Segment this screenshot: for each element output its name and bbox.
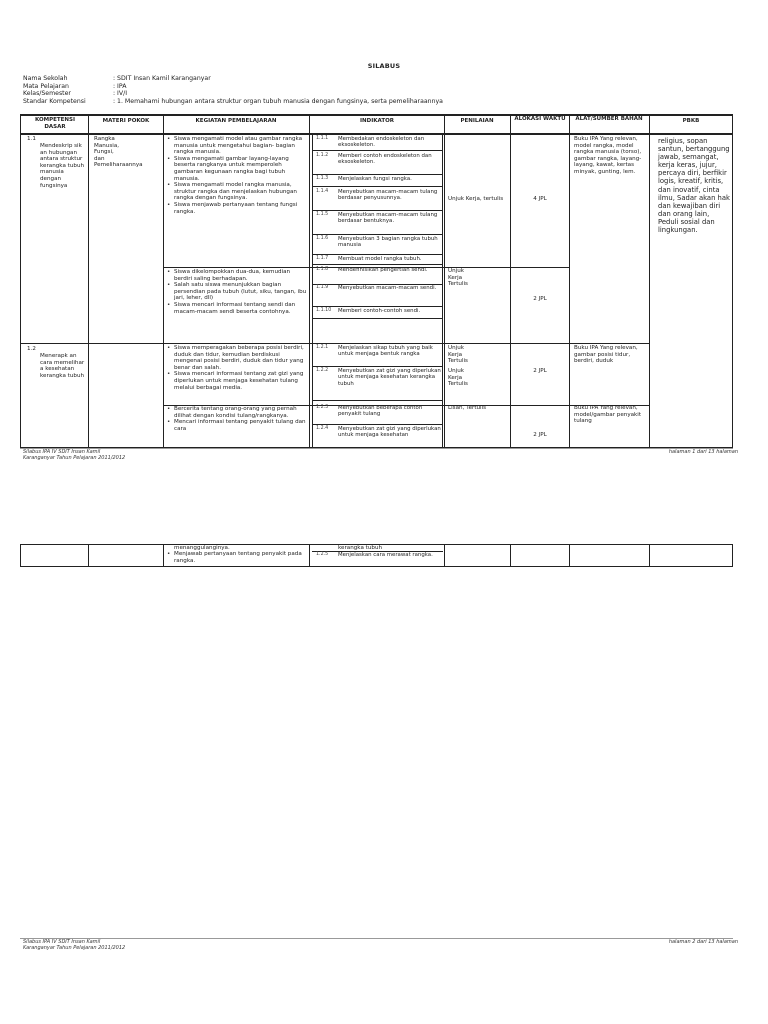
pbkb-text: religius, sopan santun, bertanggung jawab, semangat, kerja keras, jujur, percaya diri, berfikir logis, kreatif, kritis, dan inovatif, cinta ilmu, Sadar akan hak dan kewajiban diri dan orang lain, Peduli sosial dan lingkungan. [658,137,730,235]
meta-label: Kelas/Semester [23,90,71,98]
indikator-text: Menyebutkan zat gizi yang diperlukan untuk menjaga kesehatan [338,426,441,439]
header-alokasi-waktu: ALOKASI WAKTU [514,116,566,122]
materi-line: Rangka [94,136,115,142]
header-penilaian: PENILAIAN [460,118,494,124]
meta-label: Standar Kompetensi [23,98,86,106]
alat-sumber: Buku IPA Yang relevan, model/gambar penyakit tulang [574,405,642,425]
penilaian: Unjuk Kerja Tertulis [448,368,468,388]
indikator-text: Membuat model rangka tubuh. [338,256,422,262]
indikator-text: Menyebutkan macam-macam sendi. [338,285,437,291]
indikator-continued: kerangka tubuh [338,545,383,551]
indikator-number: 1.2.2 [316,368,329,373]
kegiatan-list [165,136,308,215]
footer-line: Silabus IPA IV SDIT Insan Kamil [23,449,101,455]
alat-sumber: Buku IPA Yang relevan, model rangka, model rangka manusia (torso), gambar rangka, layang-layang, kawat, kertas minyak, gunting, lem. [574,136,642,175]
indikator-text: Memberi contoh-contoh sendi. [338,308,421,314]
kegiatan-list [165,406,308,432]
indikator-text: Menyebutkan macam-macam tulang berdasar penyusunnya. [338,189,438,202]
list-item: • Siswa memperagakan beberapa posisi berdiri, duduk dan tidur, kemudian berdiskusi mengenai posisi berdiri, duduk dan tidur yang benar dan salah. [165,345,308,371]
indikator-number: 1.2.4 [316,426,329,431]
document-meta [23,75,443,106]
indikator-number: 1.1.3 [316,176,329,181]
indikator-number: 1.1.10 [316,308,332,313]
footer-page-number: halaman 1 dari 13 halaman [668,449,738,455]
list-item: • Siswa mengamati gambar layang-layang beserta rangkanya untuk memperoleh gambaran kegunaan rangka bagi tubuh manusia. [165,156,308,182]
materi-line: dan [94,155,105,162]
list-item: • Siswa menjawab pertanyaan tentang fungsi rangka. [165,202,308,215]
list-item: • Siswa mengamati model atau gambar rangka manusia untuk mengetahui bagian- bagian rangka manusia. [165,136,308,156]
document-title: SILABUS [367,62,401,70]
indikator-text: Menjelaskan fungsi rangka. [338,176,412,182]
indikator-number: 1.1.2 [316,153,329,158]
alokasi-waktu: 2 JPL [533,368,547,374]
indikator-number: 1.1.5 [316,212,329,217]
indikator-number: 1.1.9 [316,285,329,290]
list-item: • Siswa mencari informasi tentang zat gizi yang diperlukan untuk menjaga kesehatan tulang melalui berbagai media. [165,371,308,391]
kd-number: 1.1 [27,136,36,142]
kegiatan-list [165,269,308,315]
footer-left [23,449,125,461]
indikator-number: 1.1.8 [316,267,329,272]
alat-sumber: Buku IPA Yang relevan, gambar posisi tidur, berdiri, duduk [574,345,638,365]
footer-line: Karanganyar Tahun Pelajaran 2011/2012 [23,455,126,461]
list-item: • Salah satu siswa menunjukkan bagian persendian pada tubuh (lutut, siku, tangan, ibu jari, leher, dll) [165,282,308,302]
header-indikator: INDIKATOR [359,118,394,124]
indikator-text: Mendefinisikan pengertian sendi. [338,267,428,273]
kd-text: Menerapk an cara memelihar a kesehatan kerangka tubuh [40,353,85,379]
materi-pokok [94,136,162,169]
indikator-number: 1.2.1 [316,345,329,350]
header-kegiatan: KEGIATAN PEMBELAJARAN [195,118,277,124]
footer-line: Karanganyar Tahun Pelajaran 2011/2012 [23,945,126,951]
penilaian: Unjuk Kerja Tertulis [448,268,468,288]
alokasi-waktu: 2 JPL [533,296,547,302]
meta-value: : IV/I [113,90,128,98]
list-item: • Siswa mencari informasi tentang sendi dan macam-macam sendi beserta contohnya. [165,302,308,315]
indikator-number: 1.1.7 [316,256,329,261]
kd-text: Mendeskrip sik an hubungan antara struktur kerangka tubuh manusia dengan fungsinya [40,143,85,189]
kegiatan-list [165,551,308,564]
indikator-text: Menyebutkan beberapa contoh penyakit tulang [338,405,423,418]
footer-left [23,939,125,951]
kegiatan-list [165,345,308,391]
kegiatan-continued: menanggulanginya. [174,545,230,551]
list-item: • Mencari informasi tentang penyakit tulang dan cara [165,419,308,432]
indikator-text: Memberi contoh endoskeleton dan eksoskeleton. [338,153,432,166]
alokasi-waktu: 2 JPL [533,432,547,438]
indikator-text: Membedakan endoskeleton dan eksoskeleton. [338,136,425,149]
meta-label: Mata Pelajaran [23,82,69,90]
header-materi-pokok: MATERI POKOK [102,118,150,124]
header-pbkb: PBKB [682,118,700,124]
meta-value: : SDIT Insan Kamil Karanganyar [113,75,211,82]
header-alat-sumber: ALAT/SUMBER BAHAN [575,116,643,122]
indikator-number: 1.1.6 [316,236,329,241]
indikator-text: Menyebutkan 3 bagian rangka tubuh manusia [338,236,438,249]
list-item: • Menjawab pertanyaan tentang penyakit pada rangka. [165,551,308,564]
indikator-number: 1.1.4 [316,189,329,194]
header-kompetensi-dasar: KOMPETENSI DASAR [34,117,76,130]
materi-line: Manusia, [94,142,120,149]
penilaian: Lisan, Tertulis [448,405,487,411]
indikator-number: 1.1.1 [316,136,329,141]
penilaian: Unjuk Kerja, tertulis [448,196,504,202]
indikator-text: Menjelaskan cara merawat rangka. [338,552,433,558]
meta-label: Nama Sekolah [23,75,68,82]
indikator-text: Menyebutkan macam-macam tulang berdasar bentuknya. [338,212,438,225]
meta-value: : IPA [113,82,127,90]
list-item: • Siswa dikelompokkan dua-dua, kemudian berdiri saling berhadapan. [165,269,308,282]
penilaian: Unjuk Kerja Tertulis [448,345,468,365]
kd-number: 1.2 [27,346,36,352]
footer-line: Silabus IPA IV SDIT Insan Kamil [23,939,101,945]
indikator-text: Menyebutkan zat gizi yang diperlukan untuk menjaga kesehatan kerangka tubuh [338,368,441,387]
indikator-number: 1.2.3 [316,405,329,410]
alokasi-waktu: 4 JPL [533,196,547,202]
indikator-number: 1.2.5 [316,552,329,557]
materi-line: Fungsi, [94,149,114,156]
indikator-text: Menjelaskan sikap tubuh yang baik untuk menjaga bentuk rangka [338,345,433,358]
list-item: • Bercerita tentang orang-orang yang pernah dilihat dengan kondisi tulang/rangkanya. [165,406,308,419]
list-item: • Siswa mengamati model rangka manusia, struktur rangka dan menjelaskan hubungan rangka dengan fungsinya. [165,182,308,202]
footer-page-number: halaman 2 dari 13 halaman [668,939,738,945]
materi-line: Pemeliharaannya [94,162,143,169]
meta-value: : 1. Memahami hubungan antara struktur organ tubuh manusia dengan fungsinya, serta pemeliharaannya [113,98,443,106]
